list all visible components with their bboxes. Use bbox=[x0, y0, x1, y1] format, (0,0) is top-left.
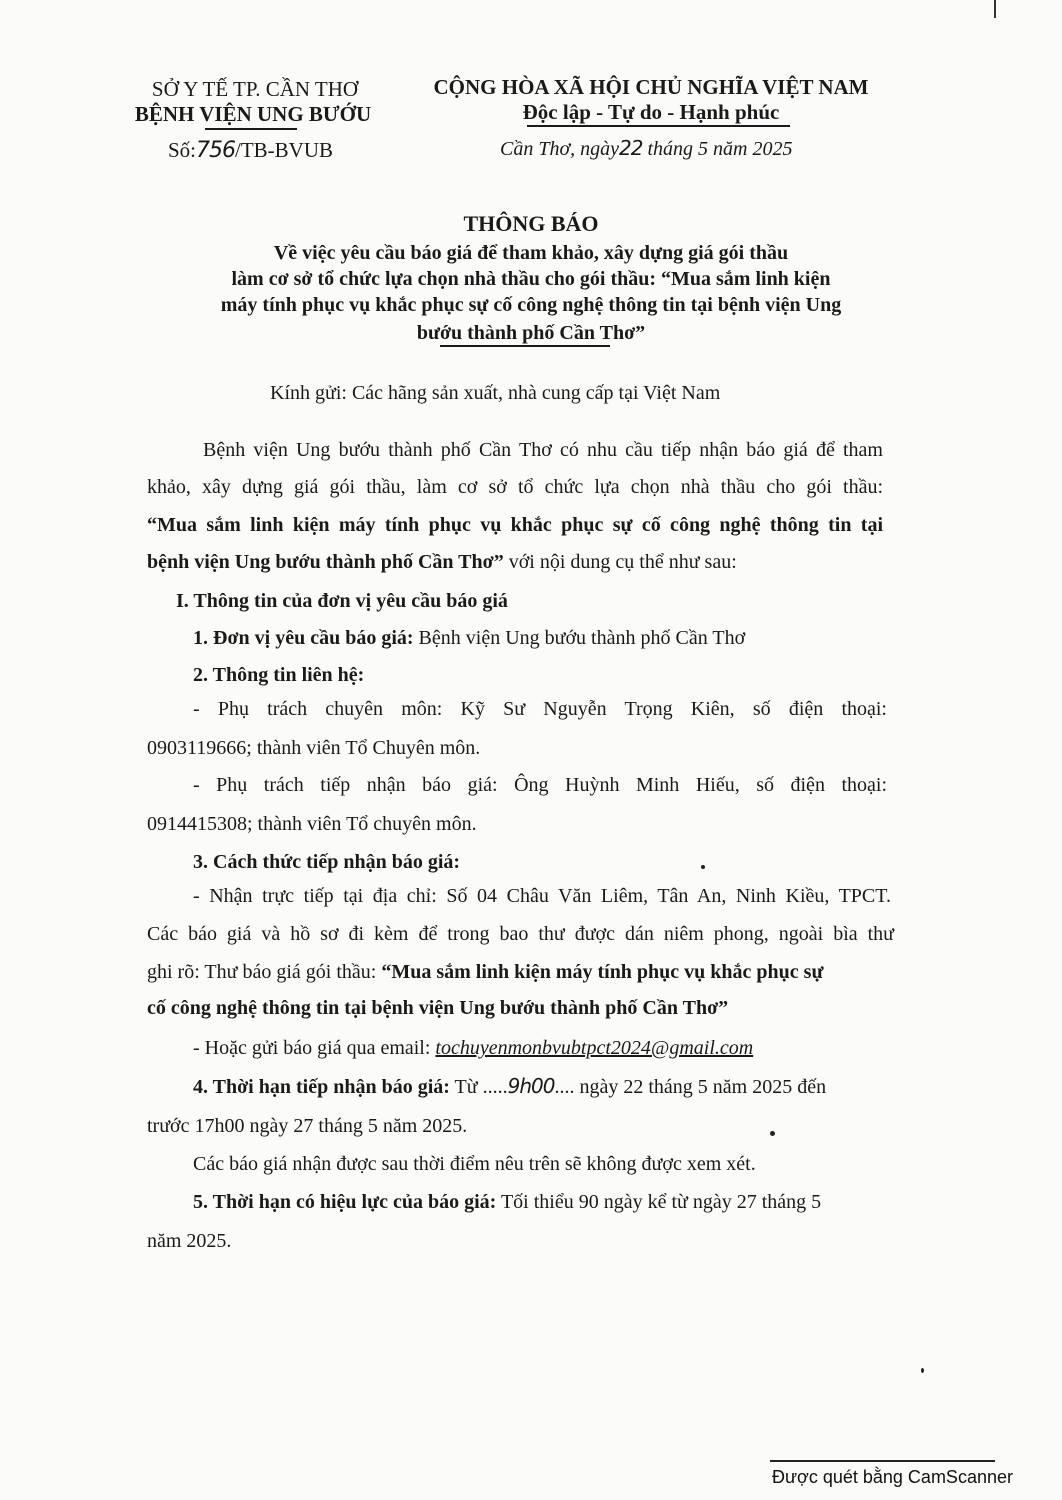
direct-line-2: Các báo giá và hồ sơ đi kèm để trong bao thư được dán niêm phong, ngoài bìa thư bbox=[147, 923, 894, 945]
item-2-label: 2. Thông tin liên hệ: bbox=[193, 664, 365, 686]
direct-line-4: cố công nghệ thông tin tại bệnh viện Ung bướu thành phố Cần Thơ” bbox=[147, 997, 729, 1019]
intro-line-4-rest: với nội dung cụ thể như sau: bbox=[503, 551, 737, 573]
intro-package-name: bệnh viện Ung bướu thành phố Cần Thơ” bbox=[147, 551, 504, 573]
item-4-label: 4. Thời hạn tiếp nhận báo giá: bbox=[193, 1076, 450, 1098]
document-date bbox=[500, 136, 792, 161]
hospital-name: BỆNH VIỆN UNG BƯỚU bbox=[134, 102, 372, 126]
email-prefix: - Hoặc gửi báo giá qua email: bbox=[193, 1037, 436, 1059]
scan-speck bbox=[701, 865, 705, 869]
late-note: Các báo giá nhận được sau thời điểm nêu trên sẽ không được xem xét. bbox=[193, 1153, 756, 1175]
document-number-prefix: Số: bbox=[168, 138, 197, 162]
email-link[interactable]: tochuyenmonbvubtpct2024@gmail.com bbox=[435, 1037, 754, 1059]
contact-1-line-2: 0903119666; thành viên Tổ Chuyên môn. bbox=[147, 737, 481, 759]
item-1 bbox=[193, 626, 745, 650]
item-5-label: 5. Thời hạn có hiệu lực của báo giá: bbox=[193, 1191, 497, 1213]
intro-line-1: Bệnh viện Ung bướu thành phố Cần Thơ có nhu cầu tiếp nhận báo giá để tham bbox=[203, 439, 883, 461]
footer-rule bbox=[770, 1460, 995, 1462]
recipient-line: Kính gửi: Các hãng sản xuất, nhà cung cấp tại Việt Nam bbox=[270, 382, 721, 404]
scan-edge-mark bbox=[994, 0, 996, 18]
direct-line-3-package: “Mua sắm linh kiện máy tính phục vụ khắc phục sự bbox=[381, 961, 824, 983]
item-1-label: 1. Đơn vị yêu cầu báo giá: bbox=[193, 627, 414, 649]
national-motto: Độc lập - Tự do - Hạnh phúc bbox=[522, 100, 780, 124]
national-title: CỘNG HÒA XÃ HỘI CHỦ NGHĨA VIỆT NAM bbox=[433, 75, 869, 99]
item-3-label: 3. Cách thức tiếp nhận báo giá: bbox=[193, 851, 461, 873]
item-4-line-1 bbox=[193, 1074, 826, 1099]
document-number-suffix: /TB-BVUB bbox=[235, 138, 334, 162]
subtitle-line-3: máy tính phục vụ khắc phục sự cố công nghệ thông tin tại bệnh viện Ung bbox=[220, 294, 842, 316]
item-4-time-handwritten: 9h00 bbox=[507, 1074, 555, 1098]
motto-underline bbox=[527, 125, 790, 127]
scanner-watermark: Được quét bằng CamScanner bbox=[772, 1467, 1013, 1487]
item-5-value: Tối thiểu 90 ngày kể từ ngày 27 tháng 5 bbox=[496, 1191, 822, 1213]
scan-speck bbox=[921, 1368, 924, 1373]
item-4-rest: .... ngày 22 tháng 5 năm 2025 đến bbox=[554, 1076, 827, 1098]
department-name: SỞ Y TẾ TP. CẦN THƠ bbox=[151, 77, 359, 101]
subtitle-line-2: làm cơ sở tổ chức lựa chọn nhà thầu cho gói thầu: “Mua sắm linh kiện bbox=[231, 268, 831, 290]
document-number-handwritten: 756 bbox=[196, 138, 236, 163]
direct-line-1: - Nhận trực tiếp tại địa chỉ: Số 04 Châu Văn Liêm, Tân An, Ninh Kiều, TPCT. bbox=[193, 885, 891, 907]
date-day-handwritten: 22 bbox=[619, 136, 643, 160]
notice-title: THÔNG BÁO bbox=[463, 211, 599, 236]
direct-line-3 bbox=[147, 960, 823, 984]
item-4-from: Từ ..... bbox=[449, 1076, 508, 1098]
item-1-value: Bệnh viện Ung bướu thành phố Cần Thơ bbox=[413, 627, 746, 649]
direct-line-3-prefix: ghi rõ: Thư báo giá gói thầu: bbox=[147, 961, 382, 983]
intro-line-4 bbox=[147, 550, 737, 574]
section-1-heading: I. Thông tin của đơn vị yêu cầu báo giá bbox=[176, 590, 508, 612]
contact-2-line-2: 0914415308; thành viên Tổ chuyên môn. bbox=[147, 813, 477, 835]
contact-2-line-1: - Phụ trách tiếp nhận báo giá: Ông Huỳnh Minh Hiếu, số điện thoại: bbox=[193, 774, 887, 796]
subtitle-line-1: Về việc yêu cầu báo giá để tham khảo, xây dựng giá gói thầu bbox=[273, 242, 789, 264]
date-suffix: tháng 5 năm 2025 bbox=[647, 138, 793, 160]
intro-line-3: “Mua sắm linh kiện máy tính phục vụ khắc phục sự cố công nghệ thông tin tại bbox=[147, 514, 883, 536]
subtitle-underline bbox=[440, 345, 610, 347]
date-prefix: Cần Thơ, ngày bbox=[500, 138, 620, 160]
subtitle-line-4: bướu thành phố Cần Thơ” bbox=[416, 322, 646, 344]
item-4-line-2: trước 17h00 ngày 27 tháng 5 năm 2025. bbox=[147, 1115, 468, 1137]
document-number bbox=[168, 138, 333, 163]
hospital-name-underline bbox=[205, 128, 297, 130]
intro-line-2: khảo, xây dựng giá gói thầu, làm cơ sở tổ chức lựa chọn nhà thầu cho gói thầu: bbox=[147, 476, 883, 498]
contact-1-line-1: - Phụ trách chuyên môn: Kỹ Sư Nguyễn Trọng Kiên, số điện thoại: bbox=[193, 698, 887, 720]
email-line bbox=[193, 1036, 753, 1060]
scan-speck bbox=[770, 1131, 775, 1136]
item-5-line-2: năm 2025. bbox=[147, 1230, 232, 1252]
item-5-line-1 bbox=[193, 1190, 821, 1214]
